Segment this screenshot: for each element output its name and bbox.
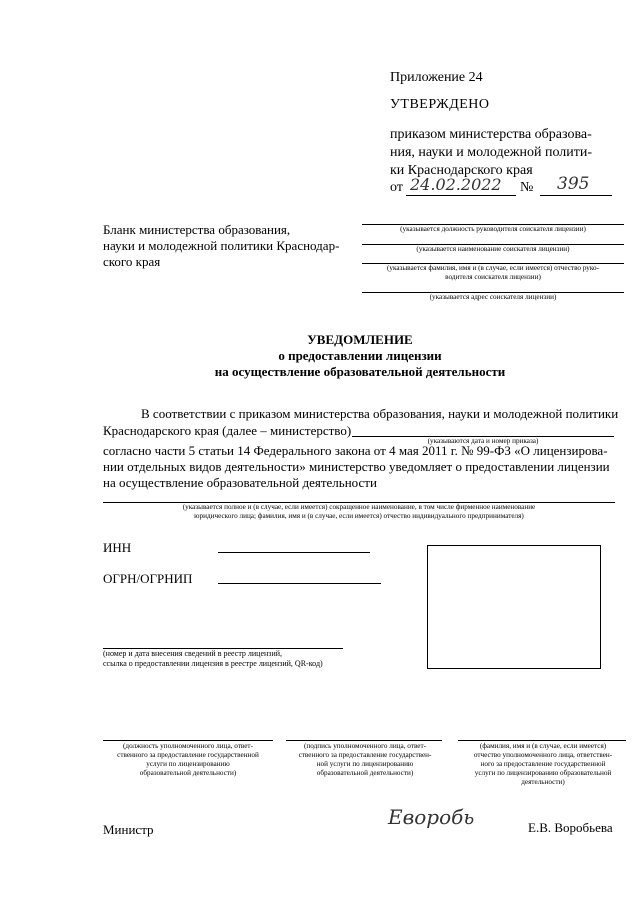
sign-col3-line	[458, 740, 626, 741]
sign-col3-hint: (фамилия, имя и (в случае, если имеется) отчество уполномоченного лица, ответствен- ного за предоставление государственной услуги по лицензированию образовательной деятельности)	[473, 742, 613, 786]
sign-col2-hint: (подпись уполномоченного лица, ответ- ственного за предоставление государствен- ной услуги по лицензированию образовательной деятельности)	[298, 742, 432, 777]
document-title: УВЕДОМЛЕНИЕ	[307, 332, 413, 347]
approved-label: УТВЕРЖДЕНО	[390, 97, 490, 112]
fio-hint-2: водителя соискателя лицензии)	[445, 273, 541, 281]
order-line-2: ния, науки и молодежной полити-	[390, 145, 593, 160]
minister-label: Министр	[103, 822, 154, 837]
fio-hint-1: (указывается фамилия, имя и (в случае, если имеется) отчество руко-	[386, 264, 600, 272]
appendix-label: Приложение 24	[390, 70, 483, 85]
body-p1-line2: Краснодарского края (далее – министерство)	[103, 423, 352, 438]
minister-name: Е.В. Воробьева	[528, 820, 613, 835]
sign-col2-line	[286, 740, 442, 741]
ogrn-label: ОГРН/ОГРНИП	[103, 571, 193, 586]
body-p1-line1: В соответствии с приказом министерства образования, науки и молодежной политики	[141, 406, 619, 421]
order-line-1: приказом министерства образова-	[390, 127, 592, 142]
inn-label: ИНН	[103, 540, 132, 555]
address-hint: (указывается адрес соискателя лицензии)	[429, 293, 557, 301]
blank-line-2: науки и молодежной политики Краснодар-	[103, 238, 340, 253]
entity-hint-2: юридического лица; фамилия, имя и (в случае, если имеется) отчество индивидуального предпринимателя)	[194, 512, 524, 520]
body-p2-line2: нии отдельных видов деятельности» министерство уведомляет о предоставлении лицензии	[103, 459, 610, 474]
number-label: №	[520, 180, 534, 195]
ogrn-field	[218, 583, 381, 584]
entity-hint-1: (указывается полное и (в случае, если имеется) сокращенное наименование, в том числе фирменное наименование	[182, 503, 536, 511]
inn-field	[218, 552, 370, 553]
minister-signature: Еворобь	[388, 805, 475, 829]
approval-date: 24.02.2022	[410, 175, 502, 194]
position-hint: (указывается должность руководителя соискателя лицензии)	[400, 225, 586, 233]
approval-number-line	[540, 195, 612, 196]
blank-line-3: ского края	[103, 254, 161, 269]
sign-col1-hint: (должность уполномоченного лица, ответ- ственного за предоставление государственной услуги по лицензированию образовательной деятельности)	[117, 742, 259, 777]
from-label: от	[390, 180, 403, 195]
approval-number: 395	[557, 174, 590, 194]
registry-hint-1: (номер и дата внесения сведений в реестр лицензий,	[103, 649, 283, 658]
body-p2-line1: согласно части 5 статьи 14 Федерального закона от 4 мая 2011 г. № 99-ФЗ «О лицензирова-	[103, 443, 608, 458]
title-line-3: на осуществление образовательной деятельности	[214, 364, 506, 379]
blank-line-1: Бланк министерства образования,	[103, 222, 291, 237]
qr-code-box	[427, 545, 601, 669]
order-line-3: ки Краснодарского края	[390, 163, 533, 178]
order-hint: (указываются дата и номер приказа)	[427, 437, 539, 445]
sign-col1-line	[103, 740, 273, 741]
body-p2-line3: на осуществление образовательной деятельности	[103, 475, 377, 490]
registry-hint-2: ссылка о предоставлении лицензия в реестре лицензий, QR-код)	[103, 659, 323, 668]
title-line-2: о предоставлении лицензии	[278, 348, 442, 363]
approval-date-line	[406, 195, 516, 196]
name-hint: (указывается наименование соискателя лицензии)	[416, 245, 570, 253]
